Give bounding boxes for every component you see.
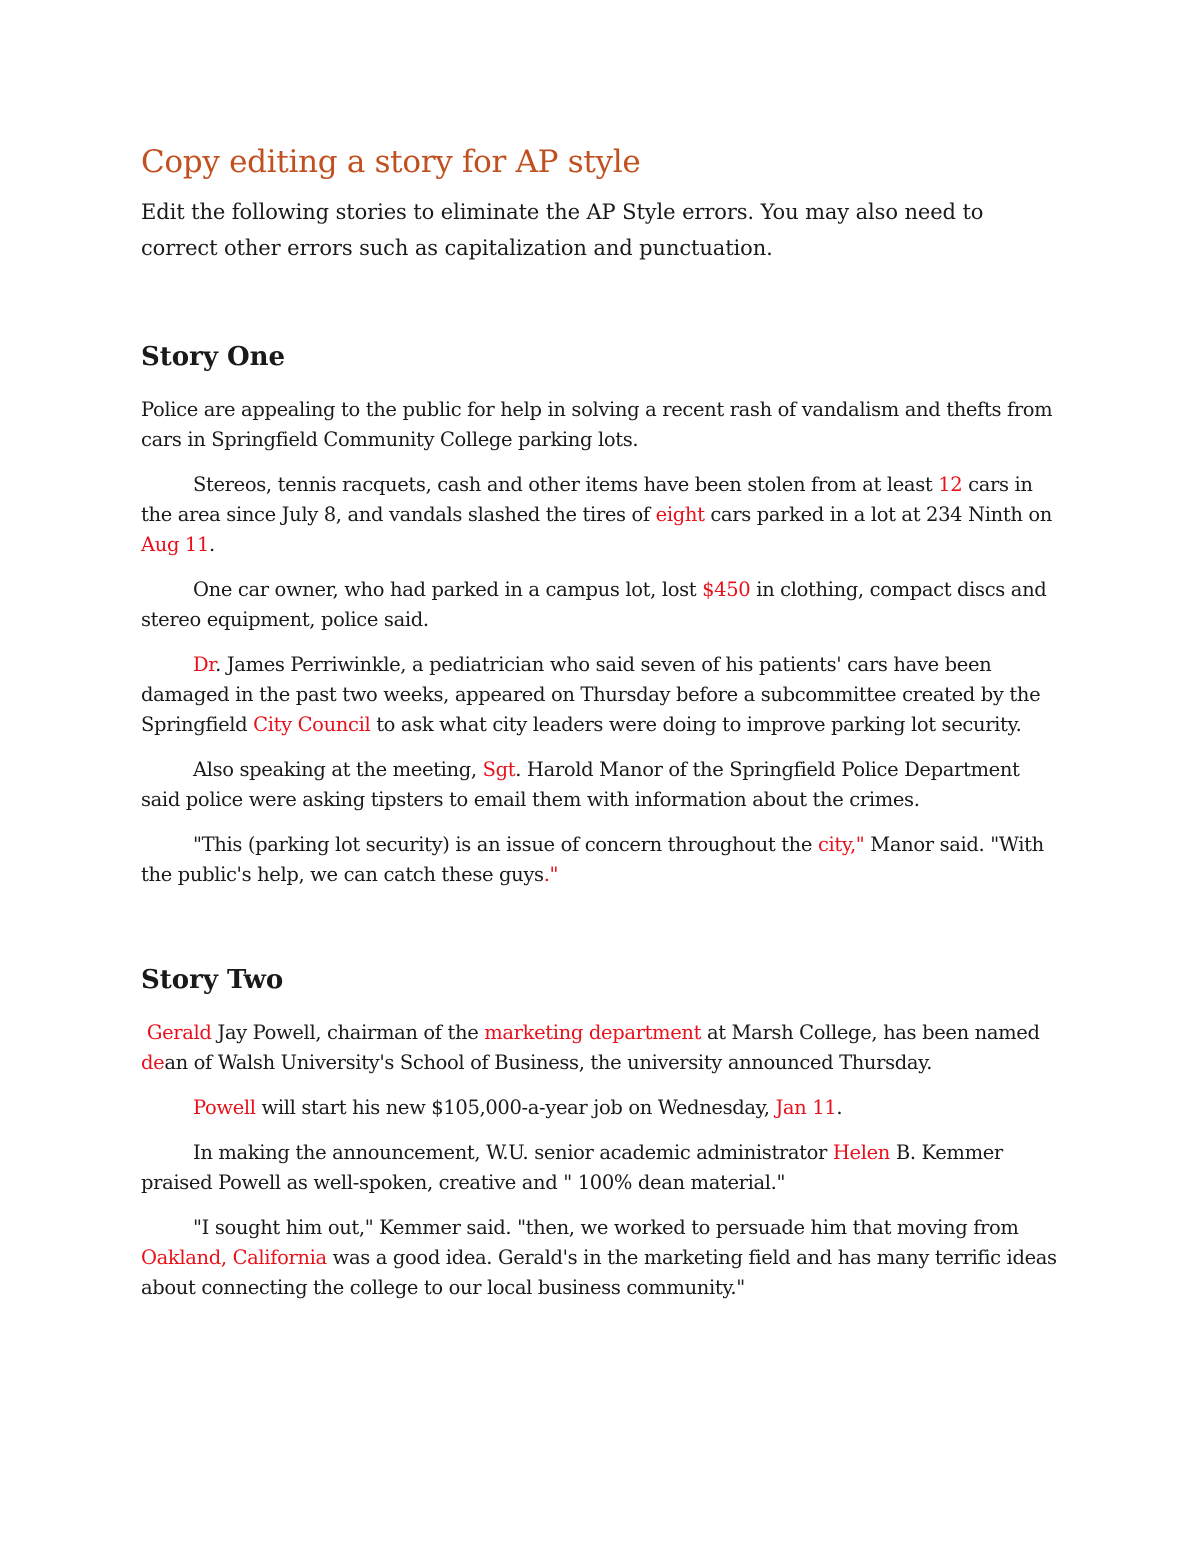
highlighted-error-text: Gerald: [146, 1021, 212, 1044]
paragraph-text: to ask what city leaders were doing to improve parking lot security.: [370, 713, 1022, 736]
story-paragraph: [141, 1138, 1061, 1198]
document-title: Copy editing a story for AP style: [141, 144, 641, 180]
paragraph-text: an of Walsh University's School of Business, the university announced Thursday.: [164, 1051, 933, 1074]
highlighted-error-text: Oakland, California: [141, 1246, 327, 1269]
document-body: [141, 140, 1061, 1303]
paragraph-text: .: [836, 1096, 843, 1119]
paragraph-text: In making the announcement, W.U. senior academic administrator: [193, 1141, 833, 1164]
paragraph-text: "This (parking lot security) is an issue of concern throughout the: [193, 833, 818, 856]
story-paragraph: [141, 575, 1061, 635]
paragraph-text: .: [209, 533, 215, 556]
story-paragraph: [141, 1018, 1061, 1078]
paragraph-text: cars in the area since July 8, and vandals slashed the tires of: [141, 473, 1039, 526]
paragraph-text: B. Kemmer praised Powell as well-spoken, creative and " 100% dean material.": [141, 1141, 1009, 1194]
paragraph-text: was a good idea. Gerald's in the marketing field and has many terrific ideas about connecting the college to our local business community.": [141, 1246, 1063, 1299]
paragraph-text: . James Perriwinkle, a pediatrician who said seven of his patients' cars have been damaged in the past two weeks, appeared on Thursday before a subcommittee created by the Springfield: [141, 653, 1047, 736]
story-one: [141, 339, 1061, 890]
instructions-text: Edit the following stories to eliminate the AP Style errors. You may also need to correct other errors such as capitalization and punctuation.: [141, 200, 984, 260]
story-paragraph: [141, 1093, 1061, 1123]
story-paragraph: [141, 830, 1061, 890]
highlighted-error-text: Sgt: [482, 758, 516, 781]
paragraph-text: cars parked in a lot at 234 Ninth on: [704, 503, 1058, 526]
highlighted-error-text: de: [141, 1051, 165, 1074]
story-paragraph: [141, 470, 1061, 560]
story-paragraph: [141, 755, 1061, 815]
paragraph-text: Jay Powell, chairman of the: [211, 1021, 485, 1044]
highlighted-error-text: Dr: [193, 653, 216, 676]
paragraph-text: will start his new $105,000-a-year job on Wednesday,: [255, 1096, 776, 1119]
highlighted-error-text: Aug 11: [141, 533, 210, 556]
highlighted-error-text: City Council: [253, 713, 371, 736]
paragraph-text: Stereos, tennis racquets, cash and other items have been stolen from at least: [193, 473, 939, 496]
highlighted-error-text: Helen: [832, 1141, 891, 1164]
highlighted-error-text: $450: [702, 578, 751, 601]
paragraph-text: Police are appealing to the public for help in solving a recent rash of vandalism and thefts from cars in Springfield Community College parking lots.: [141, 398, 1059, 451]
story-paragraph: [141, 395, 1061, 455]
story-paragraph: [141, 1213, 1061, 1303]
paragraph-text: Also speaking at the meeting,: [193, 758, 483, 781]
story-two: [141, 962, 1061, 1303]
story-two-heading: Story Two: [141, 965, 284, 995]
story-two-paragraphs: [141, 1018, 1061, 1303]
highlighted-error-text: .": [543, 863, 559, 886]
highlighted-error-text: Powell: [193, 1096, 256, 1119]
highlighted-error-text: city,": [817, 833, 865, 856]
paragraph-text: in clothing, compact discs and stereo equipment, police said.: [141, 578, 1053, 631]
story-paragraph: [141, 650, 1061, 740]
paragraph-text: Manor said. "With the public's help, we can catch these guys: [141, 833, 1050, 886]
paragraph-text: . Harold Manor of the Springfield Police Department said police were asking tipsters to email them with information about the crimes.: [141, 758, 1026, 811]
highlighted-error-text: Jan 11: [775, 1096, 837, 1119]
highlighted-error-text: eight: [655, 503, 705, 526]
story-one-paragraphs: [141, 395, 1061, 890]
story-one-heading: Story One: [141, 342, 286, 372]
paragraph-text: at Marsh College, has been named: [701, 1021, 1046, 1044]
highlighted-error-text: 12: [938, 473, 963, 496]
paragraph-text: One car owner, who had parked in a campus lot, lost: [193, 578, 703, 601]
highlighted-error-text: marketing department: [484, 1021, 702, 1044]
paragraph-text: "I sought him out," Kemmer said. "then, we worked to persuade him that moving from: [193, 1216, 1025, 1239]
